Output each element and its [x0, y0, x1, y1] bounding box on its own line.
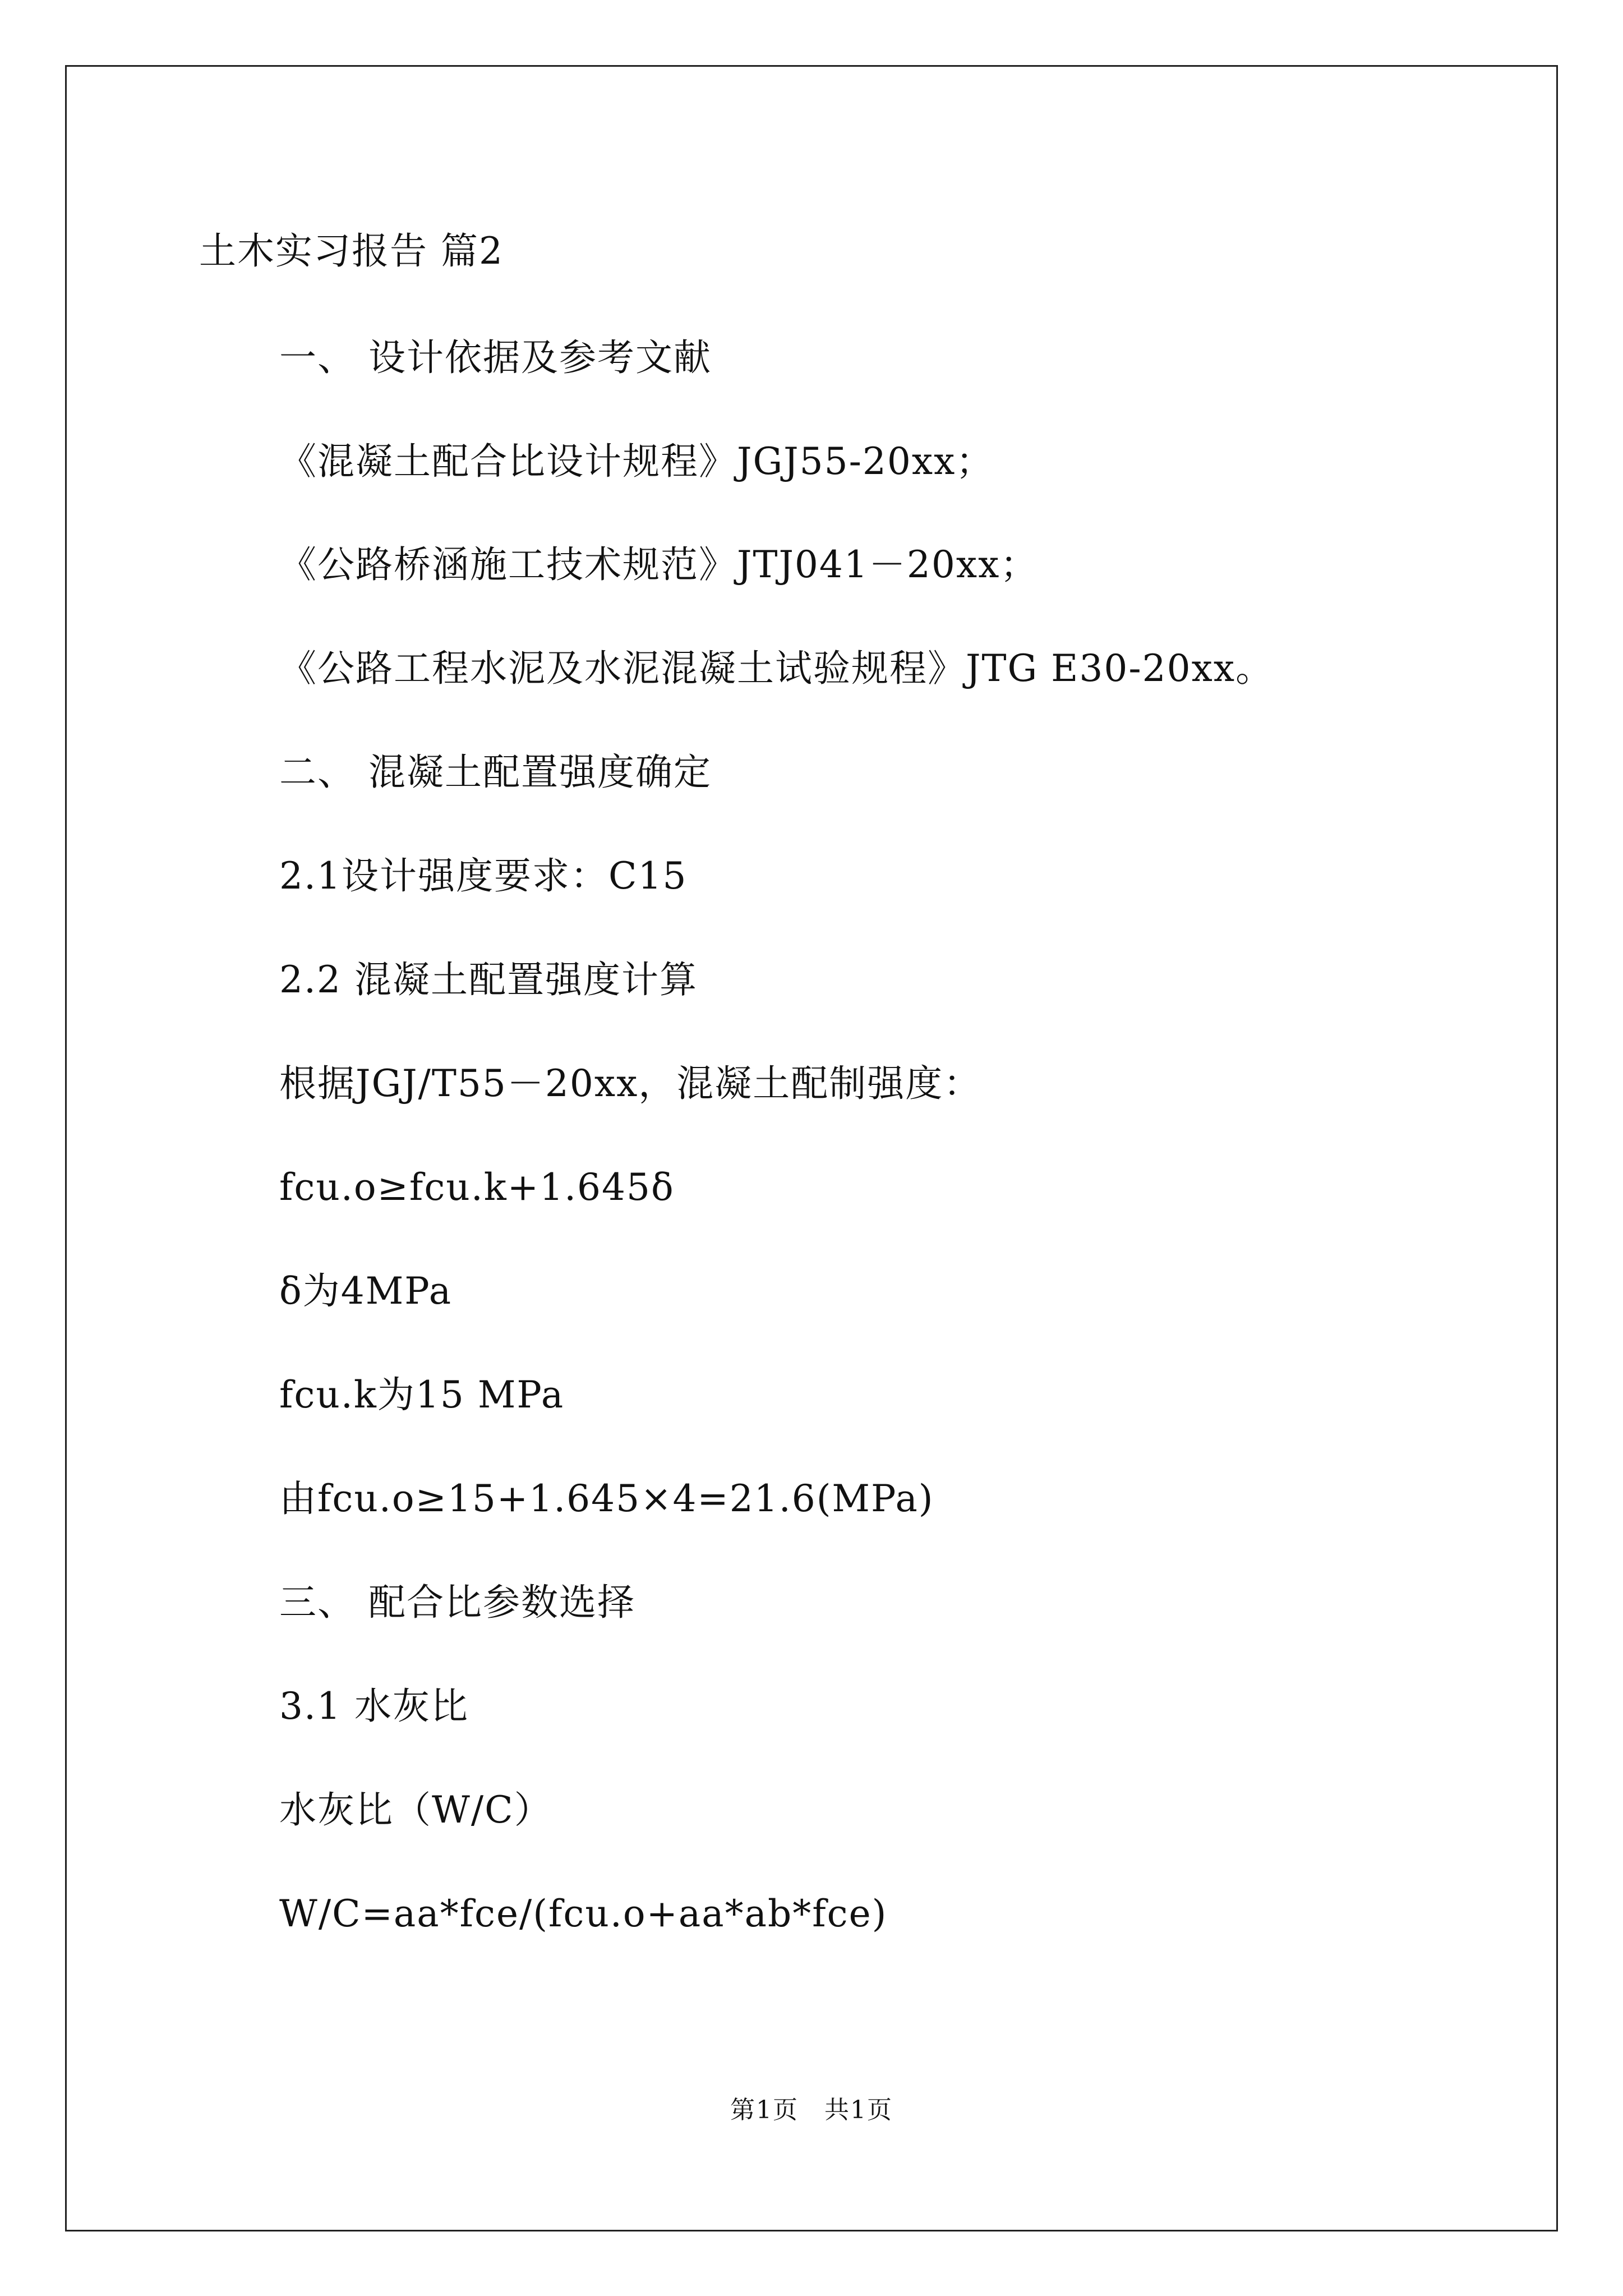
paragraph-line: 水灰比（W/C） — [279, 1788, 552, 1832]
reference-1: 《混凝土配合比设计规程》JGJ55-20xx； — [279, 440, 994, 483]
paragraph-line: 2.1设计强度要求：C15 — [279, 854, 688, 898]
section-heading-1: 一、 设计依据及参考文献 — [279, 336, 712, 379]
formula-line: W/C=aa*fce/(fcu.o+aa*ab*fce) — [279, 1892, 888, 1935]
reference-3: 《公路工程水泥及水泥混凝土试验规程》JTG E30-20xx。 — [279, 647, 1274, 690]
paragraph-line: fcu.k为15 MPa — [279, 1373, 565, 1416]
reference-2: 《公路桥涵施工技术规范》JTJ041－20xx； — [279, 543, 1039, 586]
document-title: 土木实习报告 篇2 — [199, 229, 504, 273]
subsection-heading: 2.2 混凝土配置强度计算 — [279, 958, 698, 1001]
page-footer: 第1页 共1页 — [730, 2096, 893, 2124]
paragraph-line: 根据JGJ/T55－20xx，混凝土配制强度： — [279, 1062, 982, 1105]
formula-line: 由fcu.o≥15+1.645×4=21.6(MPa) — [279, 1477, 934, 1520]
section-heading-3: 三、 配合比参数选择 — [279, 1581, 635, 1624]
formula-line: fcu.o≥fcu.k+1.645δ — [279, 1166, 675, 1209]
paragraph-line: δ为4MPa — [279, 1269, 453, 1313]
subsection-heading: 3.1 水灰比 — [279, 1685, 469, 1728]
section-heading-2: 二、 混凝土配置强度确定 — [279, 751, 712, 794]
